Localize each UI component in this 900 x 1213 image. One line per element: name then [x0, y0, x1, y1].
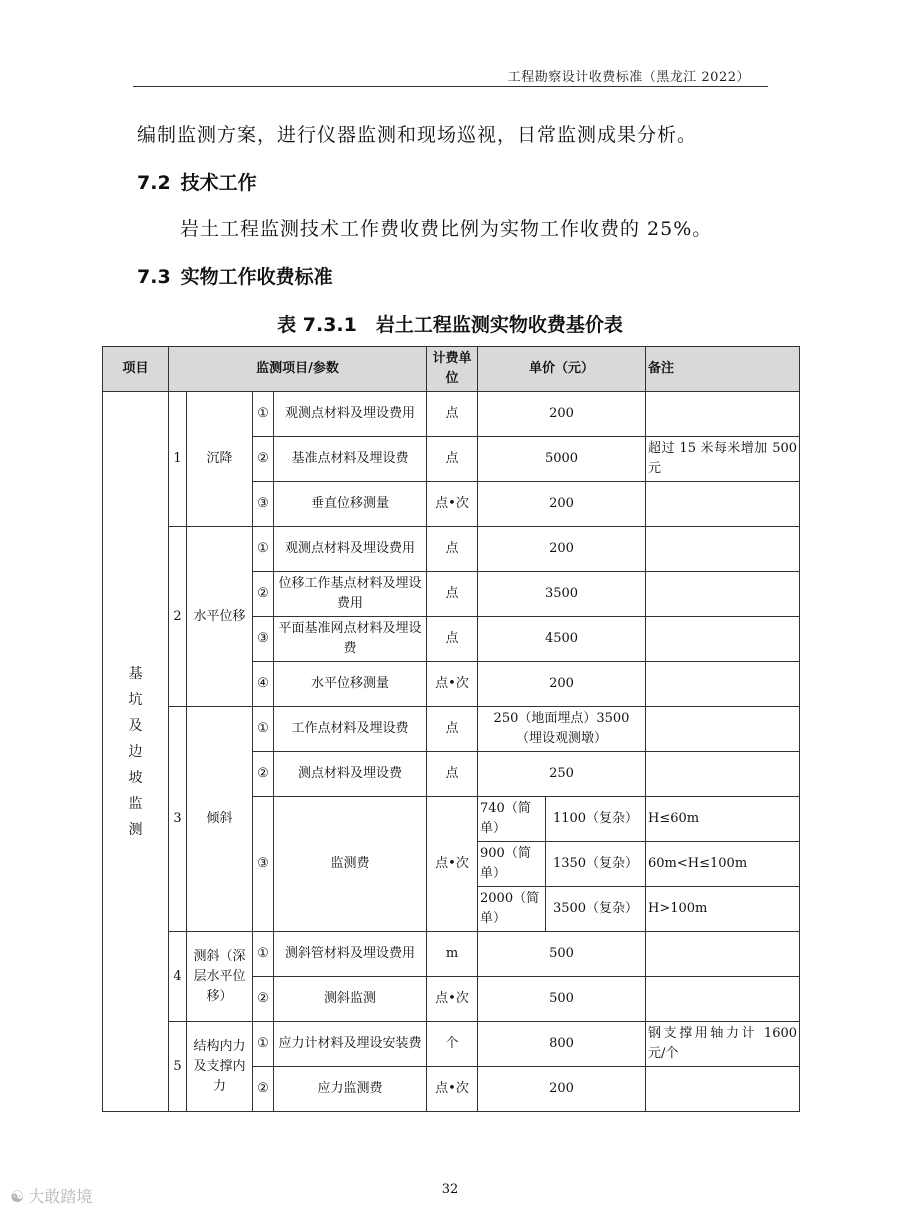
row-unit: 点•次 — [427, 1067, 478, 1112]
row-price: 500 — [478, 932, 646, 977]
row-unit: 点 — [427, 437, 478, 482]
row-note — [646, 752, 800, 797]
row-note — [646, 392, 800, 437]
row-index: ① — [253, 1022, 274, 1067]
section-7-2-body: 岩土工程监测技术工作费收费比例为实物工作收费的 25%。 — [180, 218, 713, 240]
intro-line: 编制监测方案，进行仪器监测和现场巡视，日常监测成果分析。 — [137, 124, 698, 146]
row-price: 200 — [478, 482, 646, 527]
header-note: 备注 — [646, 347, 800, 392]
row-price: 250 — [478, 752, 646, 797]
row-item: 工作点材料及埋设费 — [274, 707, 427, 752]
table-row — [103, 392, 800, 437]
page-number: 32 — [441, 1182, 459, 1197]
row-unit: m — [427, 932, 478, 977]
table-title: 表 7.3.1 岩土工程监测实物收费基价表 — [277, 314, 623, 336]
header-param: 监测项目/参数 — [169, 347, 427, 392]
header-unit: 计费单位 — [427, 347, 478, 392]
table-header-row — [103, 347, 800, 392]
row-price: 250（地面埋点）3500（埋设观测墩） — [478, 707, 646, 752]
fee-table — [102, 346, 800, 1112]
row-note: 钢支撑用轴力计 1600 元/个 — [646, 1022, 800, 1067]
group-name: 结构内力及支撑内力 — [187, 1022, 253, 1112]
table-row — [103, 527, 800, 572]
row-note — [646, 977, 800, 1022]
row-item: 观测点材料及埋设费用 — [274, 392, 427, 437]
group-name: 测斜（深层水平位移） — [187, 932, 253, 1022]
row-note — [646, 707, 800, 752]
row-price: 200 — [478, 527, 646, 572]
price-complex: 1100（复杂） — [546, 797, 646, 842]
row-item: 平面基准网点材料及埋设费 — [274, 617, 427, 662]
row-note — [646, 932, 800, 977]
row-item: 监测费 — [274, 797, 427, 932]
watermark-logo-icon: ☯ — [10, 1187, 25, 1206]
row-item: 应力监测费 — [274, 1067, 427, 1112]
row-unit: 点•次 — [427, 662, 478, 707]
row-unit: 个 — [427, 1022, 478, 1067]
section-title: 技术工作 — [180, 172, 257, 194]
row-price: 800 — [478, 1022, 646, 1067]
watermark-text: 大敢踏境 — [28, 1187, 93, 1206]
row-item: 应力计材料及埋设安装费 — [274, 1022, 427, 1067]
group-number: 3 — [169, 707, 187, 932]
row-index: ② — [253, 572, 274, 617]
row-index: ② — [253, 752, 274, 797]
row-item: 水平位移测量 — [274, 662, 427, 707]
section-7-2-heading — [137, 168, 257, 195]
price-simple: 2000（简单） — [478, 887, 546, 932]
table-row — [103, 932, 800, 977]
row-item: 测点材料及埋设费 — [274, 752, 427, 797]
group-number: 2 — [169, 527, 187, 707]
group-number: 1 — [169, 392, 187, 527]
header-item: 项目 — [103, 347, 169, 392]
row-price: 5000 — [478, 437, 646, 482]
section-title: 实物工作收费标准 — [180, 266, 333, 288]
price-complex: 1350（复杂） — [546, 842, 646, 887]
table-row — [103, 1022, 800, 1067]
group-name: 倾斜 — [187, 707, 253, 932]
row-index: ③ — [253, 617, 274, 662]
running-header: 工程勘察设计收费标准（黑龙江 2022） — [507, 70, 750, 85]
price-complex: 3500（复杂） — [546, 887, 646, 932]
category-cell: 基坑及边坡监测 — [103, 392, 169, 1112]
row-note — [646, 662, 800, 707]
row-note — [646, 1067, 800, 1112]
row-index: ① — [253, 932, 274, 977]
row-note — [646, 617, 800, 662]
row-item: 测斜管材料及埋设费用 — [274, 932, 427, 977]
row-note: H>100m — [646, 887, 800, 932]
row-price: 4500 — [478, 617, 646, 662]
group-number: 5 — [169, 1022, 187, 1112]
row-price: 200 — [478, 1067, 646, 1112]
row-index: ③ — [253, 797, 274, 932]
row-note — [646, 572, 800, 617]
row-item: 位移工作基点材料及埋设费用 — [274, 572, 427, 617]
row-unit: 点•次 — [427, 797, 478, 932]
row-price: 200 — [478, 392, 646, 437]
row-unit: 点 — [427, 527, 478, 572]
row-index: ① — [253, 707, 274, 752]
row-unit: 点 — [427, 707, 478, 752]
row-index: ④ — [253, 662, 274, 707]
row-unit: 点•次 — [427, 482, 478, 527]
section-number: 7.2 — [137, 172, 171, 194]
row-note: 超过 15 米每米增加 500 元 — [646, 437, 800, 482]
row-note — [646, 482, 800, 527]
row-item: 基准点材料及埋设费 — [274, 437, 427, 482]
row-index: ② — [253, 1067, 274, 1112]
group-name: 沉降 — [187, 392, 253, 527]
row-unit: 点 — [427, 392, 478, 437]
section-7-3-heading — [137, 262, 333, 289]
price-simple: 740（简单） — [478, 797, 546, 842]
row-note — [646, 527, 800, 572]
group-number: 4 — [169, 932, 187, 1022]
row-price: 500 — [478, 977, 646, 1022]
row-unit: 点 — [427, 572, 478, 617]
row-item: 观测点材料及埋设费用 — [274, 527, 427, 572]
group-name: 水平位移 — [187, 527, 253, 707]
row-price: 200 — [478, 662, 646, 707]
header-price: 单价（元） — [478, 347, 646, 392]
row-index: ① — [253, 392, 274, 437]
row-unit: 点•次 — [427, 977, 478, 1022]
section-number: 7.3 — [137, 266, 171, 288]
row-price: 3500 — [478, 572, 646, 617]
row-unit: 点 — [427, 752, 478, 797]
watermark — [10, 1184, 92, 1207]
row-note: 60m<H≤100m — [646, 842, 800, 887]
row-index: ① — [253, 527, 274, 572]
row-item: 垂直位移测量 — [274, 482, 427, 527]
header-divider — [133, 86, 768, 87]
row-item: 测斜监测 — [274, 977, 427, 1022]
row-unit: 点 — [427, 617, 478, 662]
table-row — [103, 707, 800, 752]
row-index: ② — [253, 437, 274, 482]
row-index: ② — [253, 977, 274, 1022]
row-index: ③ — [253, 482, 274, 527]
row-note: H≤60m — [646, 797, 800, 842]
price-simple: 900（简单） — [478, 842, 546, 887]
